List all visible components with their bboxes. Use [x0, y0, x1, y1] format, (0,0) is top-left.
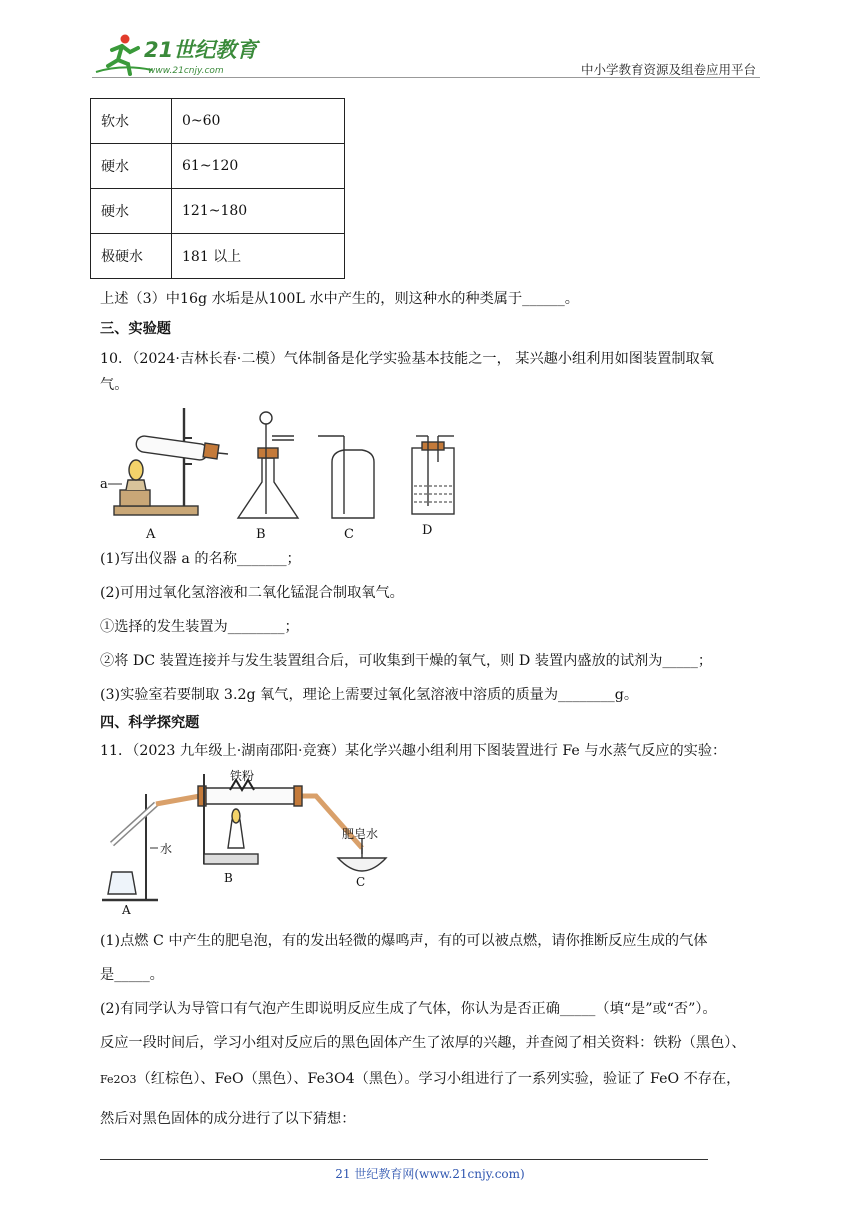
- q11-text-rest: （红棕色）、FeO（黑色）、Fe3O4（黑色）。学习小组进行了一系列实验，验证了 FeO 不存在，: [136, 1071, 741, 1087]
- section-heading: 四、科学探究题: [100, 715, 200, 731]
- table-row: [91, 99, 345, 144]
- apparatus-c: [338, 838, 386, 871]
- table-cell: 121~180: [172, 189, 345, 234]
- apparatus-a: [102, 794, 158, 900]
- q10-part3: (3)实验室若要制取 3.2g 氧气，理论上需要过氧化氢溶液中溶质的质量为________g。: [100, 687, 639, 703]
- label-B: B: [224, 871, 233, 885]
- svg-text:21世纪教育: 21世纪教育: [144, 38, 258, 62]
- q11-part2: (2)有同学认为导管口有气泡产生即说明反应生成了气体，你认为是否正确_____（填“是”或“否”）。: [100, 1001, 717, 1017]
- label-B: B: [256, 527, 266, 542]
- table-row: [91, 144, 345, 189]
- label-C: C: [356, 875, 366, 889]
- site-logo: [92, 28, 262, 78]
- apparatus-c: [318, 436, 374, 518]
- apparatus-a: [108, 408, 228, 515]
- q11-part1: (1)点燃 C 中产生的肥皂泡，有的发出轻微的爆鸣声，有的可以被点燃，请你推断反应生成的气体: [100, 933, 708, 949]
- label-A: A: [146, 527, 156, 542]
- q10-stem-cont: 气。: [100, 377, 129, 393]
- q11-text: [100, 1068, 740, 1091]
- apparatus-d: [412, 436, 454, 514]
- q10-part1: (1)写出仪器 a 的名称_______；: [100, 551, 301, 567]
- table-cell: 0~60: [172, 99, 345, 144]
- label-iron-powder: 铁粉: [230, 769, 255, 783]
- table-cell: 硬水: [91, 144, 172, 189]
- q10-part2-1: ①选择的发生装置为________；: [100, 619, 299, 635]
- apparatus-b: [238, 412, 298, 518]
- q10-part2: (2)可用过氧化氢溶液和二氧化锰混合制取氧气。: [100, 585, 404, 601]
- label-C: C: [344, 527, 354, 542]
- label-soap-water: 肥皂水: [342, 827, 379, 841]
- q11-part1-cont: 是_____。: [100, 967, 164, 983]
- table-cell: 极硬水: [91, 234, 172, 279]
- water-hardness-table: [90, 98, 345, 279]
- table-cell: 181 以上: [172, 234, 345, 279]
- label-water: 水: [160, 842, 173, 856]
- q11-text: 反应一段时间后，学习小组对反应后的黑色固体产生了浓厚的兴趣，并查阅了相关资料：铁粉（黑色）、: [100, 1035, 746, 1051]
- label-A: A: [122, 903, 131, 917]
- section-heading: 三、实验题: [100, 321, 171, 337]
- q10-stem: 10．（2024·吉林长春·二模）气体制备是化学实验基本技能之一， 某兴趣小组利用如图装置制取氧: [100, 351, 714, 367]
- q11-text: 然后对黑色固体的成分进行了以下猜想：: [100, 1111, 356, 1127]
- oxygen-apparatus-figure: [96, 402, 476, 544]
- table-row: [91, 234, 345, 279]
- page-footer: 21 世纪教育网(www.21cnjy.com): [335, 1167, 525, 1181]
- footer-divider: [100, 1159, 708, 1160]
- platform-name: 中小学教育资源及组卷应用平台: [580, 62, 756, 77]
- iron-steam-apparatus-figure: [98, 768, 428, 920]
- page-header: [92, 28, 760, 78]
- label-a: a: [100, 477, 108, 492]
- q11-stem: 11．（2023 九年级上·湖南邵阳·竞赛）某化学兴趣小组利用下图装置进行 Fe 与水蒸气反应的实验：: [100, 743, 727, 759]
- table-cell: 软水: [91, 99, 172, 144]
- q9-text: 上述（3）中16g 水垢是从100L 水中产生的，则这种水的种类属于______。: [100, 291, 579, 307]
- header-divider: [92, 77, 760, 78]
- table-cell: 硬水: [91, 189, 172, 234]
- q10-part2-2: ②将 DC 装置连接并与发生装置组合后，可收集到干燥的氧气，则 D 装置内盛放的试剂为_____；: [100, 653, 713, 669]
- table-cell: 61~120: [172, 144, 345, 189]
- apparatus-b: [198, 774, 302, 864]
- fe2o3-formula: Fe2O3: [100, 1073, 137, 1086]
- label-D: D: [422, 523, 433, 538]
- svg-text:www.21cnjy.com: www.21cnjy.com: [148, 66, 224, 76]
- table-row: [91, 189, 345, 234]
